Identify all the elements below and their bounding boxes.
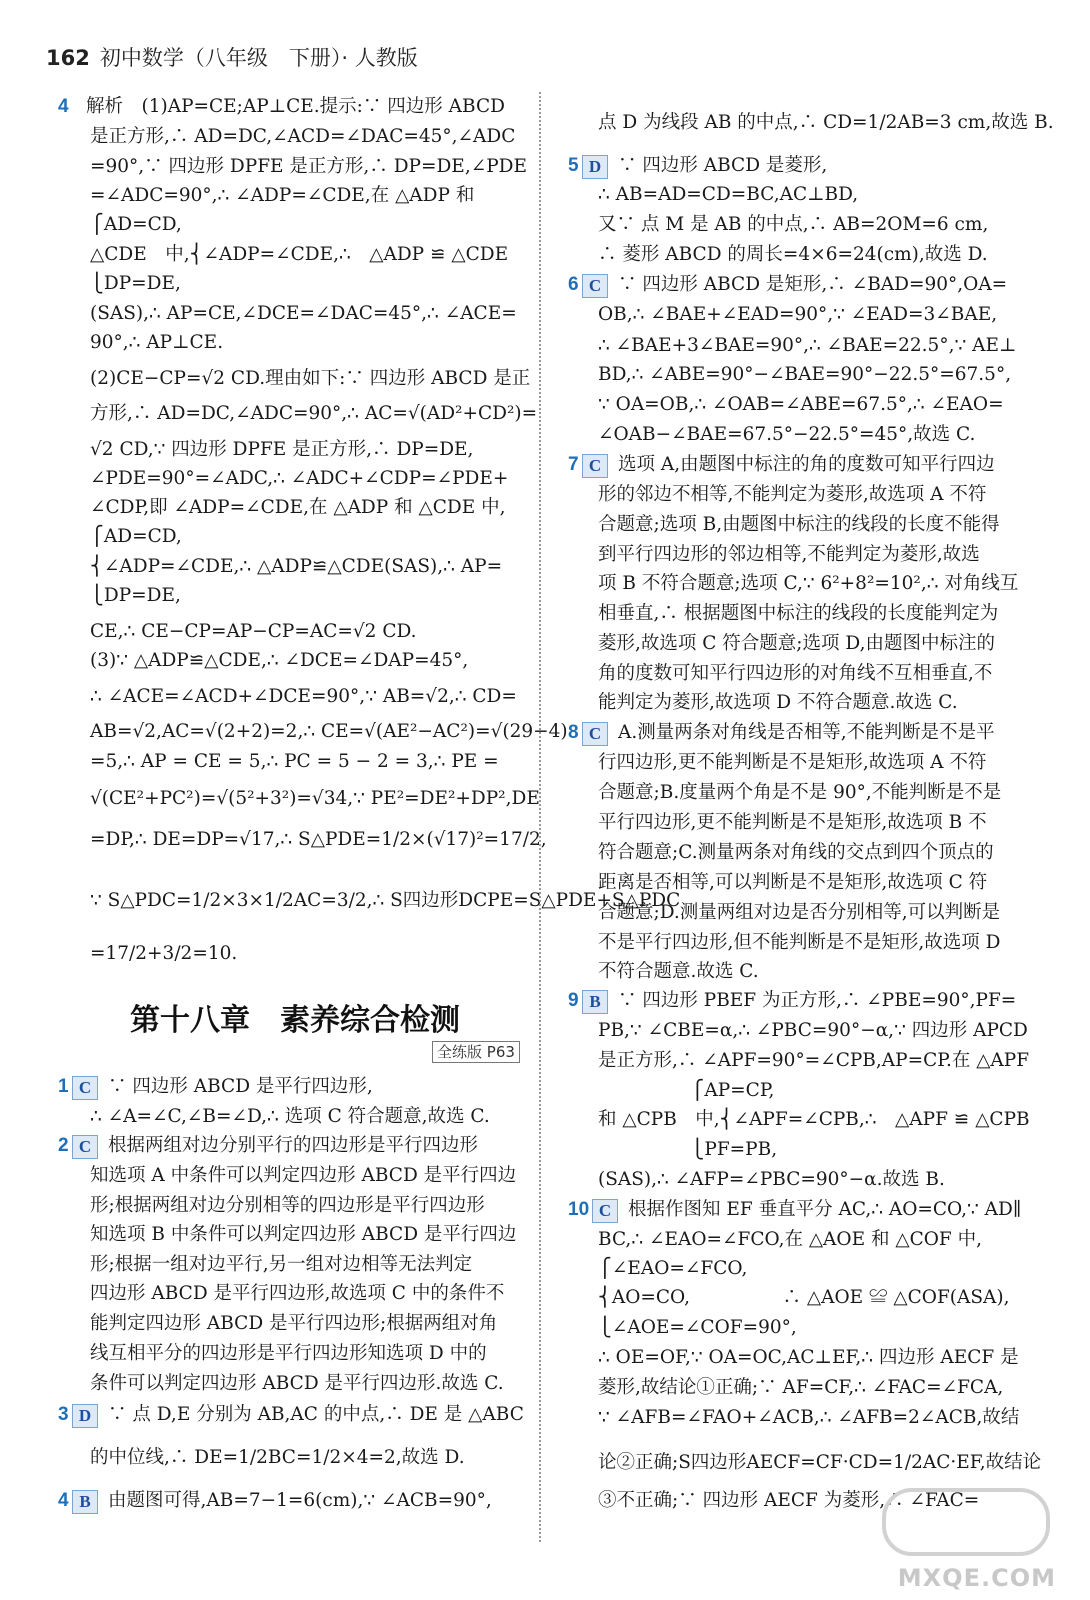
left-text-line: 线互相平分的四边形是平行四边形知选项 D 中的	[90, 1343, 487, 1364]
left-text-line: 知选项 A 中条件可以判定四边形 ABCD 是平行四边	[90, 1165, 517, 1186]
left-text-line: ⎩DP=DE,	[90, 273, 181, 294]
question-number: 8	[568, 722, 579, 743]
answer-choice-badge: C	[582, 274, 608, 298]
right-text-line: 合题意;选项 B,由题图中标注的线段的长度不能得	[598, 514, 1000, 535]
left-text-line: 是正方形,∴ AD=DC,∠ACD=∠DAC=45°,∠ADC	[90, 126, 516, 147]
page-number: 162	[46, 46, 90, 70]
right-text-line: 论②正确;S四边形AECF=CF·CD=1/2AC·EF,故结论	[598, 1452, 1042, 1473]
question-number: 5	[568, 155, 579, 176]
right-text-line: 不是平行四边形,但不能判断是不是矩形,故选项 D	[598, 932, 1001, 953]
right-text-line: ⎩PF=PB,	[598, 1139, 778, 1160]
right-text-line: ∵ 四边形 ABCD 是菱形,	[618, 155, 828, 176]
right-text-line: 合题意;B.度量两个角是不是 90°,不能判断是不是	[598, 782, 1002, 803]
left-text-line: =90°,∵ 四边形 DPFE 是正方形,∴ DP=DE,∠PDE	[90, 156, 527, 177]
right-text-line: 到平行四边形的邻边相等,不能判定为菱形,故选	[598, 544, 980, 565]
right-text-line: ∠OAB−∠BAE=67.5°−22.5°=45°,故选 C.	[598, 424, 976, 445]
section-reference-tag: 全练版 P63	[432, 1041, 520, 1063]
left-text-line: 能判定四边形 ABCD 是平行四边形;根据两组对角	[90, 1313, 498, 1334]
right-text-line: ∴ OE=OF,∵ OA=OC,AC⊥EF,∴ 四边形 AECF 是	[598, 1347, 1019, 1368]
left-text-line: 形;根据两组对边分别相等的四边形是平行四边形	[90, 1195, 485, 1216]
left-text-line: CE,∴ CE−CP=AP−CP=AC=√2 CD.	[90, 621, 417, 642]
right-text-line: ⎩∠AOE=∠COF=90°,	[598, 1317, 797, 1338]
page-header	[46, 42, 418, 72]
left-text-line: =17/2+3/2=10.	[90, 943, 238, 964]
answer-choice-badge: C	[72, 1135, 98, 1159]
left-text-line: ⎧AD=CD,	[90, 526, 182, 547]
answer-choice-badge: B	[582, 990, 608, 1014]
right-text-line: ∴ AB=AD=CD=BC,AC⊥BD,	[598, 184, 859, 205]
left-text-line: (2)CE−CP=√2 CD.理由如下:∵ 四边形 ABCD 是正	[90, 368, 531, 389]
right-text-line: ∵ ∠AFB=∠FAO+∠ACB,∴ ∠AFB=2∠ACB,故结	[598, 1407, 1020, 1428]
watermark-logo	[882, 1488, 1050, 1556]
right-text-line: 能判定为菱形,故选项 D 不符合题意.故选 C.	[598, 692, 958, 713]
left-text-line: =∠ADC=90°,∴ ∠ADP=∠CDE,在 △ADP 和	[90, 185, 475, 206]
left-text-line: ∴ ∠ACE=∠ACD+∠DCE=90°,∵ AB=√2,∴ CD=	[90, 686, 517, 707]
right-text-line: 选项 A,由题图中标注的角的度数可知平行四边	[618, 454, 995, 475]
left-text-line: =DP,∴ DE=DP=√17,∴ S△PDE=1/2×(√17)²=17/2,	[90, 829, 547, 850]
answer-choice-badge: C	[592, 1199, 618, 1223]
right-text-line: PB,∵ ∠CBE=α,∴ ∠PBC=90°−α,∵ 四边形 APCD	[598, 1020, 1028, 1041]
left-text-line: 方形,∴ AD=DC,∠ADC=90°,∴ AC=√(AD²+CD²)=	[90, 403, 538, 424]
answer-choice-badge: B	[72, 1490, 98, 1514]
left-text-line: 四边形 ABCD 是平行四边形,故选项 C 中的条件不	[90, 1283, 505, 1304]
right-text-line: 距离是否相等,可以判断是不是矩形,故选项 C 符	[598, 872, 988, 893]
right-text-line: 菱形,故选项 C 符合题意;选项 D,由题图中标注的	[598, 633, 995, 654]
question-number: 2	[58, 1135, 69, 1156]
left-text-line: AB=√2,AC=√(2+2)=2,∴ CE=√(AE²−AC²)=√(29−4)	[90, 721, 568, 742]
answer-choice-badge: D	[72, 1404, 98, 1428]
question-number: 1	[58, 1076, 69, 1097]
chapter-section-title: 第十八章 素养综合检测	[130, 1003, 460, 1038]
left-text-line: 解析 (1)AP=CE;AP⊥CE.提示:∵ 四边形 ABCD	[86, 96, 505, 117]
right-text-line: 是正方形,∴ ∠APF=90°=∠CPB,AP=CP.在 △APF	[598, 1050, 1030, 1071]
right-text-line: ∴ 菱形 ABCD 的周长=4×6=24(cm),故选 D.	[598, 244, 988, 265]
left-text-line: 的中位线,∴ DE=1/2BC=1/2×4=2,故选 D.	[90, 1447, 465, 1468]
left-text-line: ∵ S△PDC=1/2×3×1/2AC=3/2,∴ S四边形DCPE=S△PDE+S△PDC	[90, 890, 681, 911]
question-number: 7	[568, 454, 579, 475]
right-text-line: 点 D 为线段 AB 的中点,∴ CD=1/2AB=3 cm,故选 B.	[598, 112, 1054, 133]
right-text-line: 平行四边形,更不能判断是不是矩形,故选项 B 不	[598, 812, 987, 833]
left-text-line: ∠PDE=90°=∠ADC,∴ ∠ADC+∠CDP=∠PDE+	[90, 468, 509, 489]
left-text-line: 90°,∴ AP⊥CE.	[90, 332, 224, 353]
watermark-text: MXQE.COM	[897, 1564, 1056, 1592]
left-text-line: 知选项 B 中条件可以判定四边形 ABCD 是平行四边	[90, 1224, 517, 1245]
answer-choice-badge: C	[72, 1076, 98, 1100]
answer-choice-badge: C	[582, 454, 608, 478]
right-text-line: 根据作图知 EF 垂直平分 AC,∴ AO=CO,∵ AD∥	[628, 1199, 1022, 1220]
right-text-line: 项 B 不符合题意;选项 C,∵ 6²+8²=10²,∴ 对角线互	[598, 573, 1019, 594]
right-text-line: ⎧∠EAO=∠FCO,	[598, 1258, 748, 1279]
left-text-line: 条件可以判定四边形 ABCD 是平行四边形.故选 C.	[90, 1373, 504, 1394]
left-text-line: ⎩DP=DE,	[90, 585, 181, 606]
left-text-line: √2 CD,∵ 四边形 DPFE 是正方形,∴ DP=DE,	[90, 439, 474, 460]
left-text-line: (SAS),∴ AP=CE,∠DCE=∠DAC=45°,∴ ∠ACE=	[90, 303, 517, 324]
left-text-line: (3)∵ △ADP≌△CDE,∴ ∠DCE=∠DAP=45°,	[90, 650, 469, 671]
left-text-line: 形;根据一组对边平行,另一组对边相等无法判定	[90, 1254, 473, 1275]
left-text-line: √(CE²+PC²)=√(5²+3²)=√34,∵ PE²=DE²+DP²,DE	[90, 788, 540, 809]
left-text-line: 根据两组对边分别平行的四边形是平行四边形	[108, 1135, 479, 1156]
question-number: 6	[568, 274, 579, 295]
right-text-line: ∵ 四边形 PBEF 为正方形,∴ ∠PBE=90°,PF=	[618, 990, 1017, 1011]
question-number: 3	[58, 1404, 69, 1425]
left-text-line: ⎨∠ADP=∠CDE,∴ △ADP≌△CDE(SAS),∴ AP=	[90, 556, 503, 577]
right-text-line: 不符合题意.故选 C.	[598, 961, 759, 982]
right-text-line: ∵ 四边形 ABCD 是矩形,∴ ∠BAD=90°,OA=	[618, 274, 1008, 295]
right-text-line: OB,∴ ∠BAE+∠EAD=90°,∵ ∠EAD=3∠BAE,	[598, 304, 998, 325]
answer-choice-badge: D	[582, 155, 608, 179]
right-text-line: 符合题意;C.测量两条对角线的交点到四个顶点的	[598, 842, 994, 863]
right-text-line: 合题意;D.测量两组对边是否分别相等,可以判断是	[598, 902, 1001, 923]
left-text-line: ∴ ∠A=∠C,∠B=∠D,∴ 选项 C 符合题意,故选 C.	[90, 1106, 490, 1127]
left-text-line: =5,∴ AP = CE = 5,∴ PC = 5 − 2 = 3,∴ PE =	[90, 751, 499, 772]
question-number: 4	[58, 1490, 69, 1511]
right-text-line: 和 △CPB 中,⎨∠APF=∠CPB,∴ △APF ≌ △CPB	[598, 1109, 1030, 1130]
left-text-line: ∠CDP,即 ∠ADP=∠CDE,在 △ADP 和 △CDE 中,	[90, 497, 506, 518]
book-title: 初中数学（八年级 下册）· 人教版	[99, 46, 418, 70]
answer-choice-badge: C	[582, 722, 608, 746]
question-number: 10	[568, 1199, 590, 1220]
right-text-line: ⎨AO=CO, ∴ △AOE ≌ △COF(ASA),	[598, 1287, 1010, 1308]
column-divider	[539, 92, 541, 1542]
right-text-line: ∴ ∠BAE+3∠BAE=90°,∴ ∠BAE=22.5°,∵ AE⊥	[598, 335, 1017, 356]
right-text-line: A.测量两条对角线是否相等,不能判断是不是平	[618, 722, 995, 743]
question-number: 9	[568, 990, 579, 1011]
left-text-line: 由题图可得,AB=7−1=6(cm),∵ ∠ACB=90°,	[108, 1490, 492, 1511]
right-text-line: ⎧AP=CP,	[598, 1080, 775, 1101]
right-text-line: 行四边形,更不能判断是不是矩形,故选项 A 不符	[598, 752, 987, 773]
right-text-line: (SAS),∴ ∠AFP=∠PBC=90°−α.故选 B.	[598, 1169, 945, 1190]
right-text-line: BC,∴ ∠EAO=∠FCO,在 △AOE 和 △COF 中,	[598, 1229, 983, 1250]
left-text-line: ∵ 点 D,E 分别为 AB,AC 的中点,∴ DE 是 △ABC	[108, 1404, 524, 1425]
right-text-line: ∵ OA=OB,∴ ∠OAB=∠ABE=67.5°,∴ ∠EAO=	[598, 394, 1004, 415]
right-text-line: 相垂直,∴ 根据题图中标注的线段的长度能判定为	[598, 603, 999, 624]
right-text-line: ③不正确;∵ 四边形 AECF 为菱形,∴ ∠FAC=	[598, 1490, 980, 1511]
right-text-line: 又∵ 点 M 是 AB 的中点,∴ AB=2OM=6 cm,	[598, 214, 989, 235]
left-text-line: ⎧AD=CD,	[90, 214, 182, 235]
question-number: 4	[58, 96, 69, 117]
left-text-line: △CDE 中,⎨∠ADP=∠CDE,∴ △ADP ≌ △CDE	[90, 244, 509, 265]
right-text-line: 菱形,故结论①正确;∵ AF=CF,∴ ∠FAC=∠FCA,	[598, 1377, 1004, 1398]
right-text-line: BD,∴ ∠ABE=90°−∠BAE=90°−22.5°=67.5°,	[598, 364, 1012, 385]
right-text-line: 形的邻边不相等,不能判定为菱形,故选项 A 不符	[598, 484, 987, 505]
right-text-line: 角的度数可知平行四边形的对角线不互相垂直,不	[598, 663, 993, 684]
left-text-line: ∵ 四边形 ABCD 是平行四边形,	[108, 1076, 373, 1097]
